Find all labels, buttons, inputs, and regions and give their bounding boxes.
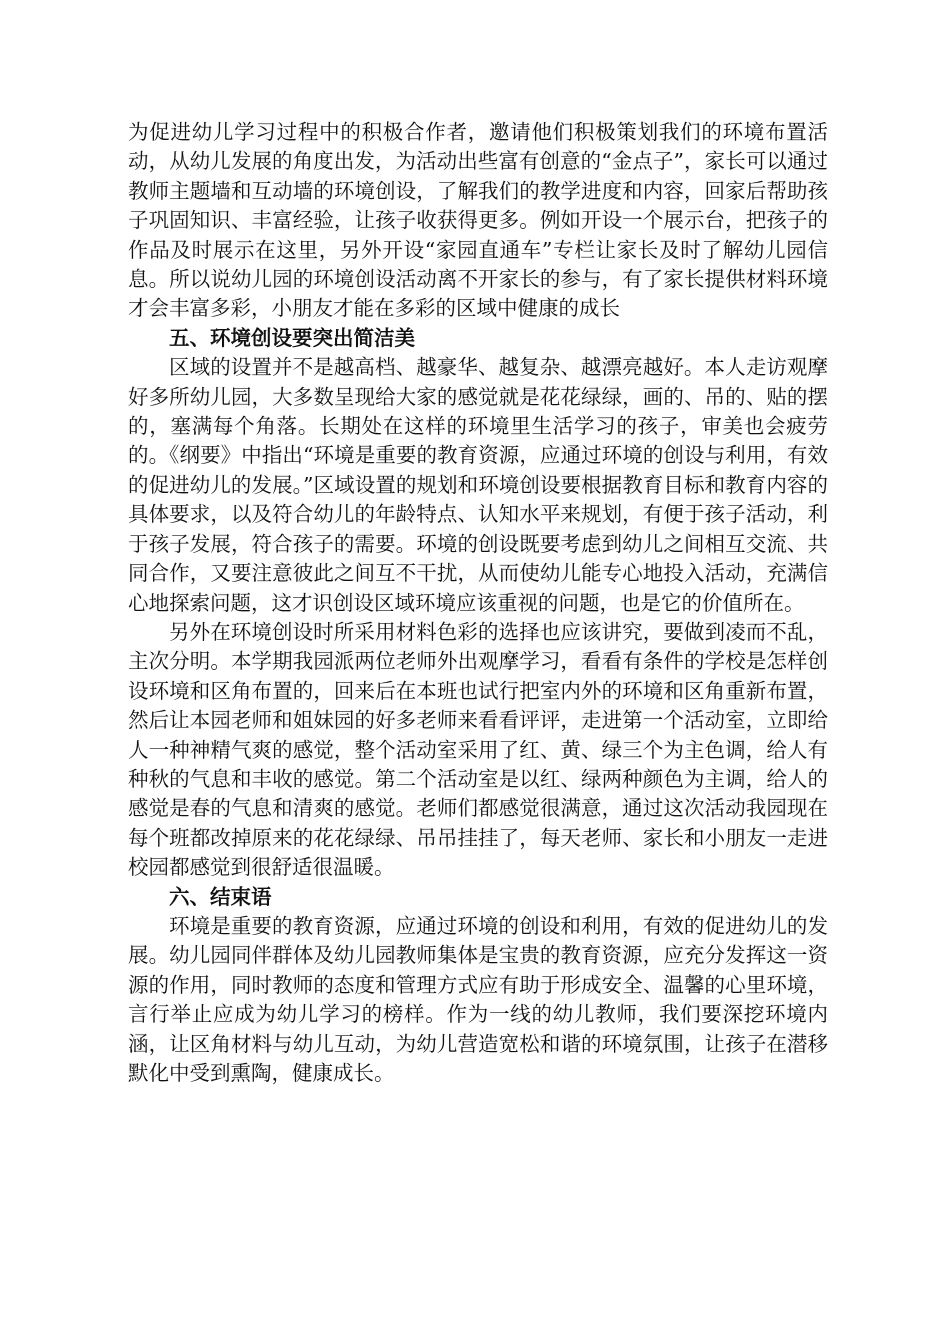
paragraph-simplicity: 区域的设置并不是越高档、越豪华、越复杂、越漂亮越好。本人走访观摩好多所幼儿园，大多数呈现给大家的感觉就是花花绿绿，画的、吊的、贴的摆的，塞满每个角落。长期处在这样的环境里生活学习的孩子，审美也会疲劳的。《纲要》中指出“环境是重要的教育资源，应通过环境的创设与利用，有效的促进幼儿的发展。”区域设置的规划和环境创设要根据教育目标和教育内容的具体要求，以及符合幼儿的年龄特点、认知水平来规划，有便于孩子活动，利于孩子发展，符合孩子的需要。环境的创设既要考虑到幼儿之间相互交流、共同合作，又要注意彼此之间互不干扰，从而使幼儿能专心地投入活动，充满信心地探索问题，这才识创设区域环境应该重视的问题，也是它的价值所在。	[128, 355, 828, 615]
section-heading-five: 五、环境创设要突出简洁美	[169, 325, 415, 350]
paragraph-parent-participation: 为促进幼儿学习过程中的积极合作者，邀请他们积极策划我们的环境布置活动，从幼儿发展的角度出发，为活动出些富有创意的“金点子”，家长可以通过教师主题墙和互动墙的环境创设，了解我们的教学进度和内容，回家后帮助孩子巩固知识、丰富经验，让孩子收获得更多。例如开设一个展示台，把孩子的作品及时展示在这里，另外开设“家园直通车”专栏让家长及时了解幼儿园信息。所以说幼儿园的环境创设活动离不开家长的参与，有了家长提供材料环境才会丰富多彩，小朋友才能在多彩的区域中健康的成长	[128, 120, 828, 321]
paragraph-color-selection: 另外在环境创设时所采用材料色彩的选择也应该讲究，要做到凌而不乱，主次分明。本学期我园派两位老师外出观摩学习，看看有条件的学校是怎样创设环境和区角布置的，回来后在本班也试行把室内外的环境和区角重新布置，然后让本园老师和姐妹园的好多老师来看看评评，走进第一个活动室，立即给人一种神精气爽的感觉，整个活动室采用了红、黄、绿三个为主色调，给人有种秋的气息和丰收的感觉。第二个活动室是以红、绿两种颜色为主调，给人的感觉是春的气息和清爽的感觉。老师们都感觉很满意，通过这次活动我园现在每个班都改掉原来的花花绿绿、吊吊挂挂了，每天老师、家长和小朋友一走进校园都感觉到很舒适很温暖。	[128, 619, 828, 880]
paragraph-conclusion: 环境是重要的教育资源，应通过环境的创设和利用，有效的促进幼儿的发展。幼儿园同伴群体及幼儿园教师集体是宝贵的教育资源，应充分发挥这一资源的作用，同时教师的态度和管理方式应有助于形成安全、温馨的心里环境，言行举止应成为幼儿学习的榜样。作为一线的幼儿教师，我们要深挖环境内涵，让区角材料与幼儿互动，为幼儿营造宽松和谐的环境氛围，让孩子在潜移默化中受到熏陶，健康成长。	[128, 913, 828, 1085]
document-body	[128, 118, 828, 1088]
section-heading-six: 六、结束语	[169, 884, 272, 909]
